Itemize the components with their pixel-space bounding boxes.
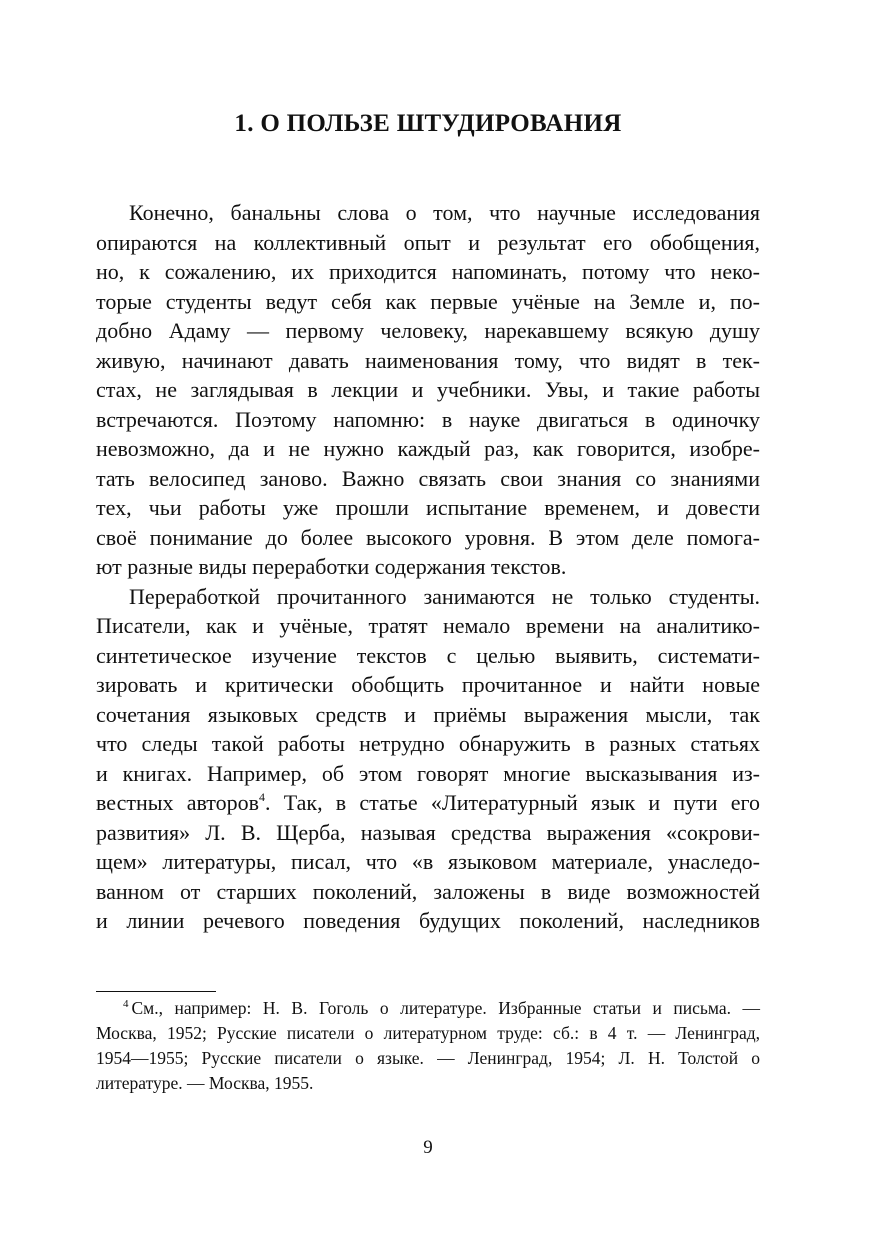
text-line: синтетическое изучение текстов с целью выявить, системати- <box>96 642 760 668</box>
text-line: тех, чьи работы уже прошли испытание временем, и довести <box>96 495 760 520</box>
text-line: ванном от старших поколений, заложены в виде возможностей <box>96 878 760 904</box>
footnote-line: литературе. — Москва, 1955. <box>96 1073 314 1093</box>
footnote-line: 1954—1955; Русские писатели о языке. — Ленинград, 1954; Л. Н. Толстой о <box>96 1048 760 1068</box>
text-line: и линии речевого поведения будущих поколений, наследников <box>96 908 760 933</box>
text-line: но, к сожалению, их приходится напоминать, потому что неко- <box>96 259 760 284</box>
text-line: Писатели, как и учёные, тратят немало времени на аналитико- <box>96 613 760 638</box>
text-line: добно Адаму — первому человеку, нарекавшему всякую душу <box>96 318 760 343</box>
text-line: ют разные виды переработки содержания текстов. <box>96 554 567 579</box>
text-line: и книгах. Например, об этом говорят многие высказывания из- <box>96 760 760 786</box>
text-segment: . Так, в статье «Литературный язык и пути его <box>265 790 760 815</box>
text-line: тать велосипед заново. Важно связать свои знания со знаниями <box>96 465 760 491</box>
text-line: невозможно, да и не нужно каждый раз, как говорится, изобре- <box>96 436 760 461</box>
footnote-mark: 4 <box>123 998 129 1010</box>
text-line: живую, начинают давать наименования тому, что видят в тек- <box>96 347 760 373</box>
text-line: развития» Л. В. Щерба, называя средства выражения «сокрови- <box>96 819 760 845</box>
footnote-divider <box>96 991 216 992</box>
text-line: опираются на коллективный опыт и результат его обобщения, <box>96 229 760 255</box>
book-page <box>96 0 760 1241</box>
footnote-text: См., например: Н. В. Гоголь о литературе. Избранные статьи и письма. — <box>131 998 760 1018</box>
text-line: сочетания языковых средств и приёмы выражения мысли, так <box>96 701 760 727</box>
footnote-line <box>96 996 760 1021</box>
page-number: 9 <box>423 1137 433 1158</box>
text-line: торые студенты ведут себя как первые учёные на Земле и, по- <box>96 288 760 314</box>
text-line: встречаются. Поэтому напомню: в науке двигаться в одиночку <box>96 406 760 432</box>
text-line: зировать и критически обобщить прочитанное и найти новые <box>96 672 760 697</box>
footnotes <box>96 996 760 1096</box>
text-line: Конечно, банальны слова о том, что научные исследования <box>129 200 760 225</box>
text-line: своё понимание до более высокого уровня. В этом деле помога- <box>96 524 760 550</box>
chapter-title: 1. О ПОЛЬЗЕ ШТУДИРОВАНИЯ <box>234 110 622 137</box>
text-line: щем» литературы, писал, что «в языковом материале, унаследо- <box>96 849 760 874</box>
body-text <box>96 198 760 936</box>
footnote-line: Москва, 1952; Русские писатели о литературном труде: сб.: в 4 т. — Ленинград, <box>96 1023 760 1043</box>
text-line: Переработкой прочитанного занимаются не только студенты. <box>129 583 760 609</box>
text-line: что следы такой работы нетрудно обнаружить в разных статьях <box>96 731 760 756</box>
text-segment: вестных авторов <box>96 790 260 815</box>
text-line: стах, не заглядывая в лекции и учебники. Увы, и такие работы <box>96 377 760 402</box>
text-line <box>96 788 760 818</box>
footnote-reference[interactable]: 4 <box>259 790 266 804</box>
